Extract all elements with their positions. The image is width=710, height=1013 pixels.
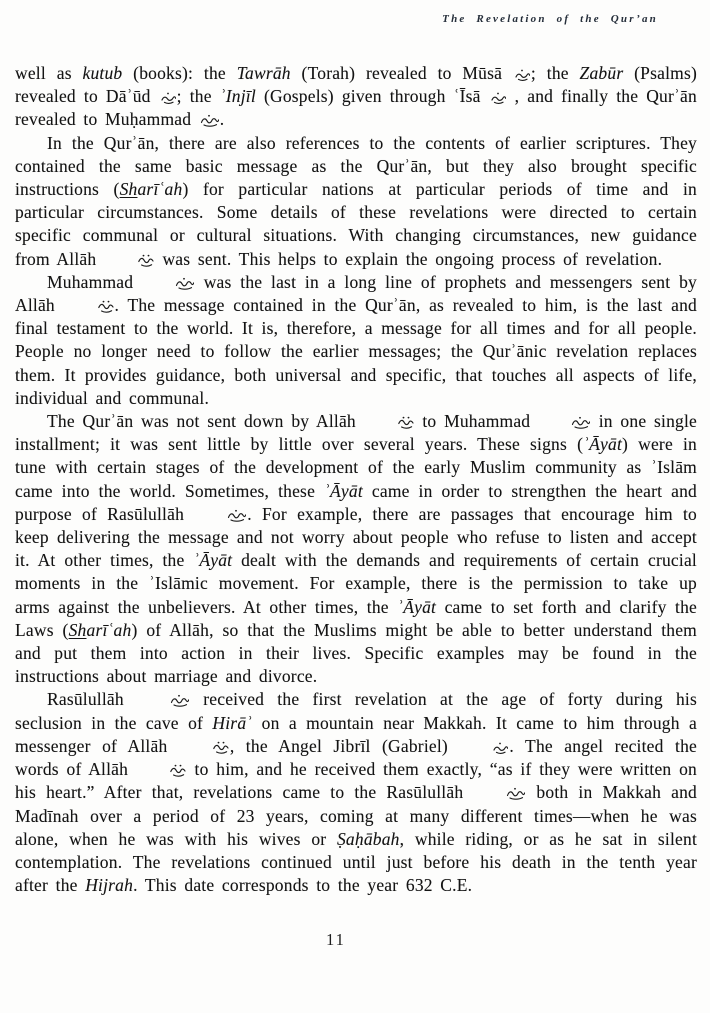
text-run: came in order to strengthen the heart and purpose of Rasūlullāh (15, 480, 697, 524)
paragraph (15, 132, 697, 271)
text-run: (Gospels) given through ʿĪsā (255, 86, 489, 107)
honorific-alayhis-salam-icon (160, 92, 176, 104)
honorific-alayhis-salam-icon (514, 69, 530, 81)
text-run: Muhammad (47, 271, 142, 292)
text-run: . (219, 109, 225, 130)
honorific-alayhis-salam-icon (490, 92, 506, 104)
text-run: was sent. This helps to explain the ongoing process of revelation. (154, 248, 663, 269)
emphasized-term: Sh (68, 619, 87, 640)
emphasized-term: kutub (82, 63, 123, 83)
text-run: Rasūlullāh (47, 689, 138, 710)
honorific-sallallahu-alayhi-wa-sallam-icon (474, 787, 525, 800)
text-run: (Torah) revealed to Mūsā (290, 63, 513, 83)
text-run: . This date corresponds to the year 632 C.E. (133, 875, 473, 896)
page-body (15, 62, 697, 897)
honorific-sallallahu-alayhi-wa-sallam-icon (138, 694, 189, 707)
text-run: ) for particular nations at particular periods of time and in particular circumstances. Some details of these revelations were directed to certain specific communal or cultural situations. With changing circumstances, new guidance from Allāh (15, 179, 698, 269)
emphasized-term: ʾĀyāt (193, 550, 233, 571)
text-run: on a mountain near Makkah. It came to him through a messenger of Allāh (15, 712, 697, 756)
honorific-azza-wa-jall-icon (365, 416, 414, 429)
text-run: In the Qurʾān, there are also references to the contents of earlier scriptures. They contained the same basic message as the Qurʾān, but they also brought specific instructions ( (15, 132, 697, 200)
text-run: , the Angel Jibrīl (Gabriel) (229, 735, 460, 756)
emphasized-term: Hirāʾ (212, 712, 253, 733)
emphasized-term: Ṣaḥābah (336, 828, 400, 849)
text-run: ; the (176, 86, 220, 107)
emphasized-term: Zabūr (579, 63, 624, 83)
text-run: . For example, there are passages that encourage him to keep delivering the message and not worry about people who refuse to listen and accept it. At other times, the (15, 503, 697, 571)
text-run: to him, and he received them exactly, “as if they were written on his heart.” After that, revelations came to the Rasūlullāh (15, 759, 697, 803)
honorific-sallallahu-alayhi-wa-sallam-icon (200, 114, 219, 127)
text-run: both in Makkah and Madīnah over a period of 23 years, coming at many different times—when he was alone, when he was with his wives or (15, 782, 698, 849)
emphasized-term: ʾĀyāt (324, 480, 363, 501)
text-run: (books): the (122, 63, 237, 83)
emphasized-term: Tawrāh (236, 63, 291, 83)
honorific-sallallahu-alayhi-wa-sallam-icon (195, 509, 246, 522)
emphasized-term: ʾĀyāt (583, 434, 623, 455)
honorific-alayhis-salam-icon (460, 742, 508, 754)
text-run: was the last in a long line of prophets and messengers sent by Allāh (15, 271, 697, 316)
text-run: received the first revelation at the age of forty during his seclusion in the cave of (15, 689, 697, 733)
page-number: 11 (326, 930, 346, 949)
text-run: . The message contained in the Qurʾān, as revealed to him, is the last and final testament to the world. It is, therefore, a message for all times and for all people. People no longer need to follow the earlier messages; the Qurʾānic revelation replaces them. It provides guidance, both universal and specific, that touches all aspects of life, individual and communal. (15, 295, 697, 408)
text-run: , and finally the Qurʾān revealed to Muḥammad (15, 86, 697, 130)
text-run: well as (15, 63, 83, 83)
honorific-azza-wa-jall-icon (65, 300, 114, 313)
paragraph (15, 688, 697, 897)
running-header: The Revelation of the Qur’an (442, 13, 658, 25)
paragraph (15, 410, 697, 688)
honorific-azza-wa-jall-icon (105, 254, 154, 267)
emphasized-term: Hijrah (85, 875, 134, 896)
emphasized-term: ʾĀyāt (397, 596, 437, 617)
emphasized-term: ʾInjīl (219, 86, 256, 107)
text-run: The Qurʾān was not sent down by Allāh (47, 411, 364, 432)
text-run: , while riding, or as he sat in silent contemplation. The revelations continued until just before his death in the tenth year after the (15, 828, 698, 896)
text-run: came to set forth and clarify the Laws ( (15, 596, 697, 640)
text-run: ; the (530, 63, 580, 83)
emphasized-term: Sh (119, 179, 138, 200)
honorific-sallallahu-alayhi-wa-sallam-icon (539, 416, 590, 429)
honorific-sallallahu-alayhi-wa-sallam-icon (143, 277, 194, 290)
honorific-azza-wa-jall-icon (137, 764, 186, 777)
text-run: in one single installment; it was sent little by little over several years. These signs ( (15, 411, 698, 455)
text-run: to Muhammad (414, 411, 538, 432)
text-run: dealt with the demands and requirements of certain crucial moments in the ʾIslāmic movement. For example, there is the permission to take up arms against the unbelievers. At other times, the (15, 550, 697, 617)
text-run: ) were in tune with certain stages of the development of the early Muslim community as ʾIslām came into the world. Sometimes, these (15, 434, 697, 501)
paragraph (15, 62, 697, 132)
emphasized-term: arīʿah (86, 619, 132, 640)
honorific-azza-wa-jall-icon (180, 741, 229, 754)
text-run: . The angel recited the words of Allāh (15, 735, 697, 780)
emphasized-term: arīʿah (137, 179, 183, 200)
text-run: (Psalms) revealed to Dāʾūd (15, 63, 697, 107)
text-run: ) of Allāh, so that the Muslims might be able to better understand them and put them into action in their lives. Specific examples may be found in the instructions about marriage and divorce. (15, 619, 697, 687)
paragraph (15, 271, 697, 410)
